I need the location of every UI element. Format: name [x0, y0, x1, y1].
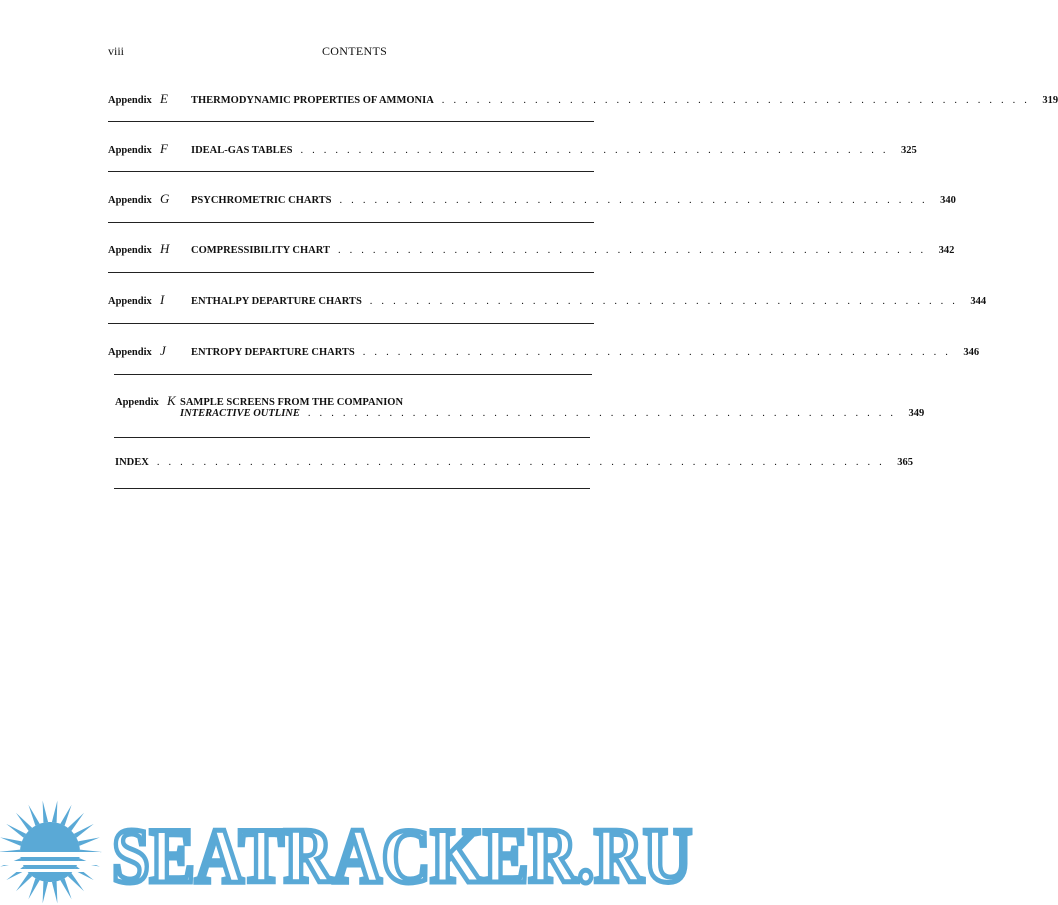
page-ref: 344 — [970, 296, 987, 307]
dot-leader: . . . . . . . . . . . . . . . . . . . . . . . . . . . . . . . . . . . . . . . . . . . . . . . . . . . — [307, 408, 897, 419]
sun-ray — [43, 881, 48, 903]
sun-ray — [68, 813, 84, 831]
appendix-label: Appendix — [108, 195, 152, 206]
page-ref: 342 — [938, 245, 955, 256]
sun-ray — [16, 813, 32, 831]
appendix-letter: J — [160, 343, 166, 358]
page-ref: 365 — [897, 457, 913, 468]
divider — [108, 323, 594, 324]
divider — [108, 222, 594, 223]
toc-entry-appendix-k[interactable] — [115, 393, 925, 422]
sun-ray — [6, 824, 26, 838]
toc-entry-appendix-f[interactable] — [108, 141, 917, 156]
sun-ray — [68, 873, 84, 891]
divider — [114, 488, 590, 489]
toc-entry-appendix-i[interactable] — [108, 292, 987, 307]
page-number: viii — [108, 44, 125, 58]
toc-entry-appendix-h[interactable] — [108, 241, 955, 256]
appendix-letter: K — [167, 393, 176, 408]
divider — [108, 171, 594, 172]
page-header — [0, 44, 703, 60]
sun-ray — [6, 866, 26, 880]
appendix-letter: H — [160, 241, 170, 256]
sun-ray — [16, 873, 32, 891]
divider — [108, 121, 594, 122]
toc-entry-appendix-g[interactable] — [108, 191, 956, 206]
entry-title: IDEAL-GAS TABLES — [191, 145, 293, 156]
watermark-logo — [0, 790, 703, 905]
appendix-label: Appendix — [108, 245, 152, 256]
appendix-label: Appendix — [108, 296, 152, 307]
dot-leader: . . . . . . . . . . . . . . . . . . . . . . . . . . . . . . . . . . . . . . . . . . . . . . . . . . . — [337, 245, 927, 256]
dot-leader: . . . . . . . . . . . . . . . . . . . . . . . . . . . . . . . . . . . . . . . . . . . . . . . . . . . — [339, 195, 928, 206]
appendix-label: Appendix — [108, 347, 152, 358]
sun-ray — [43, 801, 48, 823]
appendix-letter: E — [160, 91, 168, 106]
appendix-label: Appendix — [108, 145, 152, 156]
entry-title: THERMODYNAMIC PROPERTIES OF AMMONIA — [191, 95, 434, 106]
sun-ray — [0, 837, 22, 845]
toc-entry-index[interactable] — [115, 457, 913, 471]
page-ref: 340 — [940, 195, 956, 206]
entry-title: ENTHALPY DEPARTURE CHARTS — [191, 296, 362, 307]
toc-entry-appendix-j[interactable] — [108, 343, 980, 358]
entry-title: COMPRESSIBILITY CHART — [191, 245, 330, 256]
sun-ray — [60, 878, 71, 899]
sun-ray — [78, 837, 100, 845]
page-ref: 325 — [901, 145, 917, 156]
entry-title: PSYCHROMETRIC CHARTS — [191, 195, 332, 206]
sun-ray — [28, 878, 39, 899]
divider — [114, 437, 590, 438]
dot-leader: . . . . . . . . . . . . . . . . . . . . . . . . . . . . . . . . . . . . . . . . . . . . . . . . . . . — [369, 296, 959, 307]
sun-icon — [0, 801, 102, 904]
appendix-letter: F — [160, 141, 168, 156]
page-ref: 346 — [963, 347, 980, 358]
sun-ray — [74, 824, 94, 838]
dot-leader: . . . . . . . . . . . . . . . . . . . . . . . . . . . . . . . . . . . . . . . . . . . . . . . . . . . . . . . . . . . . . . . — [156, 457, 885, 468]
dot-leader: . . . . . . . . . . . . . . . . . . . . . . . . . . . . . . . . . . . . . . . . . . . . . . . . . . . — [300, 145, 889, 156]
sun-ray — [60, 805, 71, 826]
entry-title-line2: INTERACTIVE OUTLINE — [180, 408, 300, 419]
watermark-text: SEATRACKER.RU — [112, 812, 692, 899]
appendix-letter: G — [160, 191, 170, 206]
divider — [114, 374, 592, 375]
entry-title: INDEX — [115, 457, 149, 468]
divider — [108, 272, 594, 273]
appendix-label: Appendix — [115, 397, 159, 408]
appendix-label: Appendix — [108, 95, 152, 106]
entry-title-line1: SAMPLE SCREENS FROM THE COMPANION — [180, 397, 404, 408]
sun-ray — [74, 866, 94, 880]
toc-entry-appendix-e[interactable] — [108, 91, 1058, 106]
sun-ray — [28, 805, 39, 826]
entry-title: ENTROPY DEPARTURE CHARTS — [191, 347, 355, 358]
sun-ray — [52, 801, 57, 823]
page-ref: 349 — [908, 408, 925, 419]
page-ref: 319 — [1042, 95, 1058, 106]
sun-ray — [52, 881, 57, 903]
dot-leader: . . . . . . . . . . . . . . . . . . . . . . . . . . . . . . . . . . . . . . . . . . . . . . . . . . . — [362, 347, 952, 358]
running-head: CONTENTS — [322, 44, 388, 58]
dot-leader: . . . . . . . . . . . . . . . . . . . . . . . . . . . . . . . . . . . . . . . . . . . . . . . . . . . — [441, 95, 1031, 106]
appendix-letter: I — [160, 292, 165, 307]
